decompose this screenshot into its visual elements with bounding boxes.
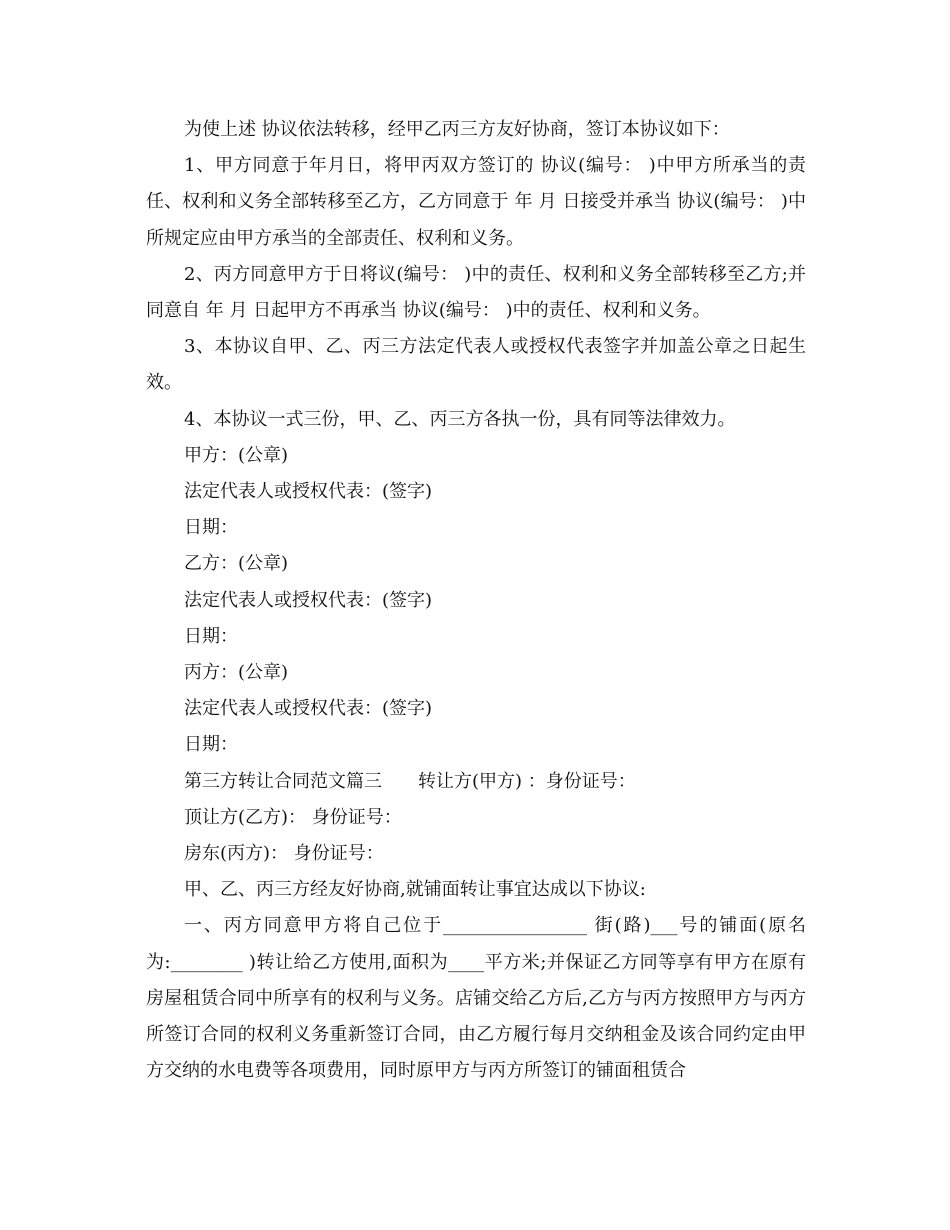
paragraph-intro: 为使上述 协议依法转移，经甲乙丙三方友好协商，签订本协议如下： [184, 119, 730, 140]
party-c-date: 日期： [184, 734, 238, 756]
party-c-representative: 法定代表人或授权代表：(签字) [184, 698, 433, 720]
paragraph-article-1: 一、丙方同意甲方将自己位于________________ 街(路)___号的铺面(原名为:________ )转让给乙方使用,面积为____平方米;并保证乙方同等享有甲方在原有房屋租赁合同中所享有的权利与义务。店铺交给乙方后,乙方与丙方按照甲方与丙方所签订合同的权利义务重新签订合同，由乙方履行每月交纳租金及该合同约定由甲方交纳的水电费等各项费用，同时原甲方与丙方所签订的铺面租赁合 [146, 915, 806, 1082]
paragraph-clause-1: 1、甲方同意于年月日，将甲丙双方签订的 协议(编号： )中甲方所承当的责任、权利和义务全部转移至乙方，乙方同意于 年 月 日接受并承当 协议(编号： )中所规定应由甲方承当的全部责任、权利和义务。 [146, 155, 806, 249]
paragraph-clause-3: 3、本协议自甲、乙、丙三方法定代表人或授权代表签字并加盖公章之日起生效。 [146, 336, 806, 394]
party-b-date: 日期： [184, 625, 238, 647]
section-transferor-line: 转让方(甲方) ：身份证号： [418, 770, 636, 792]
party-a-date: 日期： [184, 517, 238, 539]
document-body [146, 112, 806, 1089]
party-a-seal: 甲方：(公章) [184, 444, 289, 466]
landlord-line: 房东(丙方)： 身份证号： [184, 843, 384, 865]
party-b-representative: 法定代表人或授权代表：(签字) [184, 589, 433, 611]
transferee-line: 顶让方(乙方)： 身份证号： [184, 806, 402, 828]
party-a-representative: 法定代表人或授权代表：(签字) [184, 481, 433, 503]
section-title: 第三方转让合同范文篇三 [184, 770, 382, 792]
paragraph-clause-4: 4、本协议一式三份，甲、乙、丙三方各执一份，具有同等法律效力。 [184, 408, 736, 430]
party-b-seal: 乙方：(公章) [184, 553, 289, 575]
agreement-intro: 甲、乙、丙三方经友好协商,就铺面转让事宜达成以下协议: [184, 879, 646, 901]
section-heading [146, 764, 806, 800]
party-c-seal: 丙方：(公章) [184, 662, 289, 684]
paragraph-clause-2: 2、丙方同意甲方于日将议(编号： )中的责任、权利和义务全部转移至乙方;并同意自 年 月 日起甲方不再承当 协议(编号： )中的责任、权利和义务。 [146, 263, 806, 322]
